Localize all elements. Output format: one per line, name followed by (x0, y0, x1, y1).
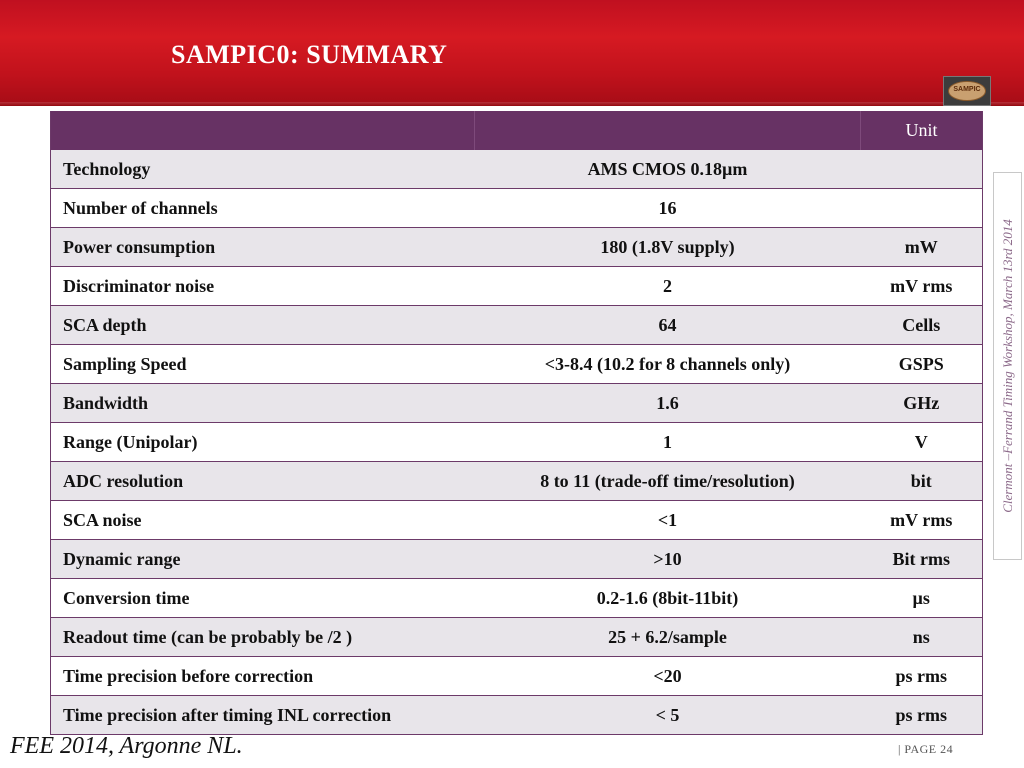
logo-text: SAMPIC (953, 86, 981, 93)
side-note-box (993, 172, 1022, 560)
unit-cell: mW (861, 228, 983, 267)
value-cell: 8 to 11 (trade-off time/resolution) (475, 462, 861, 501)
footer-conference: FEE 2014, Argonne NL. (10, 733, 243, 759)
unit-cell: bit (861, 462, 983, 501)
unit-cell (861, 189, 983, 228)
unit-cell: ns (861, 618, 983, 657)
header-cell-unit: Unit (861, 111, 983, 150)
value-cell: 0.2-1.6 (8bit-11bit) (475, 579, 861, 618)
param-cell: SCA noise (51, 501, 475, 540)
param-cell: Number of channels (51, 189, 475, 228)
param-cell: Conversion time (51, 579, 475, 618)
unit-cell: GHz (861, 384, 983, 423)
table-row (51, 384, 983, 423)
value-cell: <1 (475, 501, 861, 540)
param-cell: SCA depth (51, 306, 475, 345)
unit-cell: ps rms (861, 696, 983, 735)
value-cell: 1 (475, 423, 861, 462)
table-row (51, 423, 983, 462)
logo-oval (948, 81, 986, 101)
param-cell: Technology (51, 150, 475, 189)
slide-title: SAMPIC0: SUMMARY (171, 40, 448, 69)
table-row (51, 462, 983, 501)
header-cell-parameter (51, 111, 475, 150)
unit-cell (861, 150, 983, 189)
table-row (51, 579, 983, 618)
param-cell: Power consumption (51, 228, 475, 267)
param-cell: ADC resolution (51, 462, 475, 501)
value-cell: 1.6 (475, 384, 861, 423)
sampic-logo (943, 76, 991, 106)
table-row (51, 540, 983, 579)
table-row (51, 501, 983, 540)
table-header-row (51, 111, 983, 150)
table-row (51, 618, 983, 657)
param-cell: Time precision after timing INL correction (51, 696, 475, 735)
param-cell: Dynamic range (51, 540, 475, 579)
value-cell: 180 (1.8V supply) (475, 228, 861, 267)
table-row (51, 228, 983, 267)
unit-cell: mV rms (861, 501, 983, 540)
table-row (51, 306, 983, 345)
value-cell: 25 + 6.2/sample (475, 618, 861, 657)
unit-cell: V (861, 423, 983, 462)
unit-cell: Bit rms (861, 540, 983, 579)
footer-page-number: | PAGE 24 (898, 742, 954, 756)
unit-cell: Cells (861, 306, 983, 345)
param-cell: Bandwidth (51, 384, 475, 423)
header-banner (0, 0, 1024, 106)
param-cell: Sampling Speed (51, 345, 475, 384)
param-cell: Time precision before correction (51, 657, 475, 696)
table-row (51, 267, 983, 306)
table-row (51, 696, 983, 735)
unit-cell: GSPS (861, 345, 983, 384)
param-cell: Discriminator noise (51, 267, 475, 306)
unit-cell: µs (861, 579, 983, 618)
value-cell: 16 (475, 189, 861, 228)
value-cell: < 5 (475, 696, 861, 735)
unit-cell: ps rms (861, 657, 983, 696)
header-cell-value (475, 111, 861, 150)
value-cell: AMS CMOS 0.18µm (475, 150, 861, 189)
table-row (51, 189, 983, 228)
value-cell: <20 (475, 657, 861, 696)
value-cell: >10 (475, 540, 861, 579)
side-note-text: Clermont –Ferrand Timing Workshop, March 13rd 2014 (999, 219, 1015, 513)
value-cell: <3-8.4 (10.2 for 8 channels only) (475, 345, 861, 384)
table-row (51, 657, 983, 696)
table-row (51, 345, 983, 384)
param-cell: Readout time (can be probably be /2 ) (51, 618, 475, 657)
summary-table (50, 111, 983, 735)
value-cell: 64 (475, 306, 861, 345)
param-cell: Range (Unipolar) (51, 423, 475, 462)
unit-cell: mV rms (861, 267, 983, 306)
table-row (51, 150, 983, 189)
value-cell: 2 (475, 267, 861, 306)
